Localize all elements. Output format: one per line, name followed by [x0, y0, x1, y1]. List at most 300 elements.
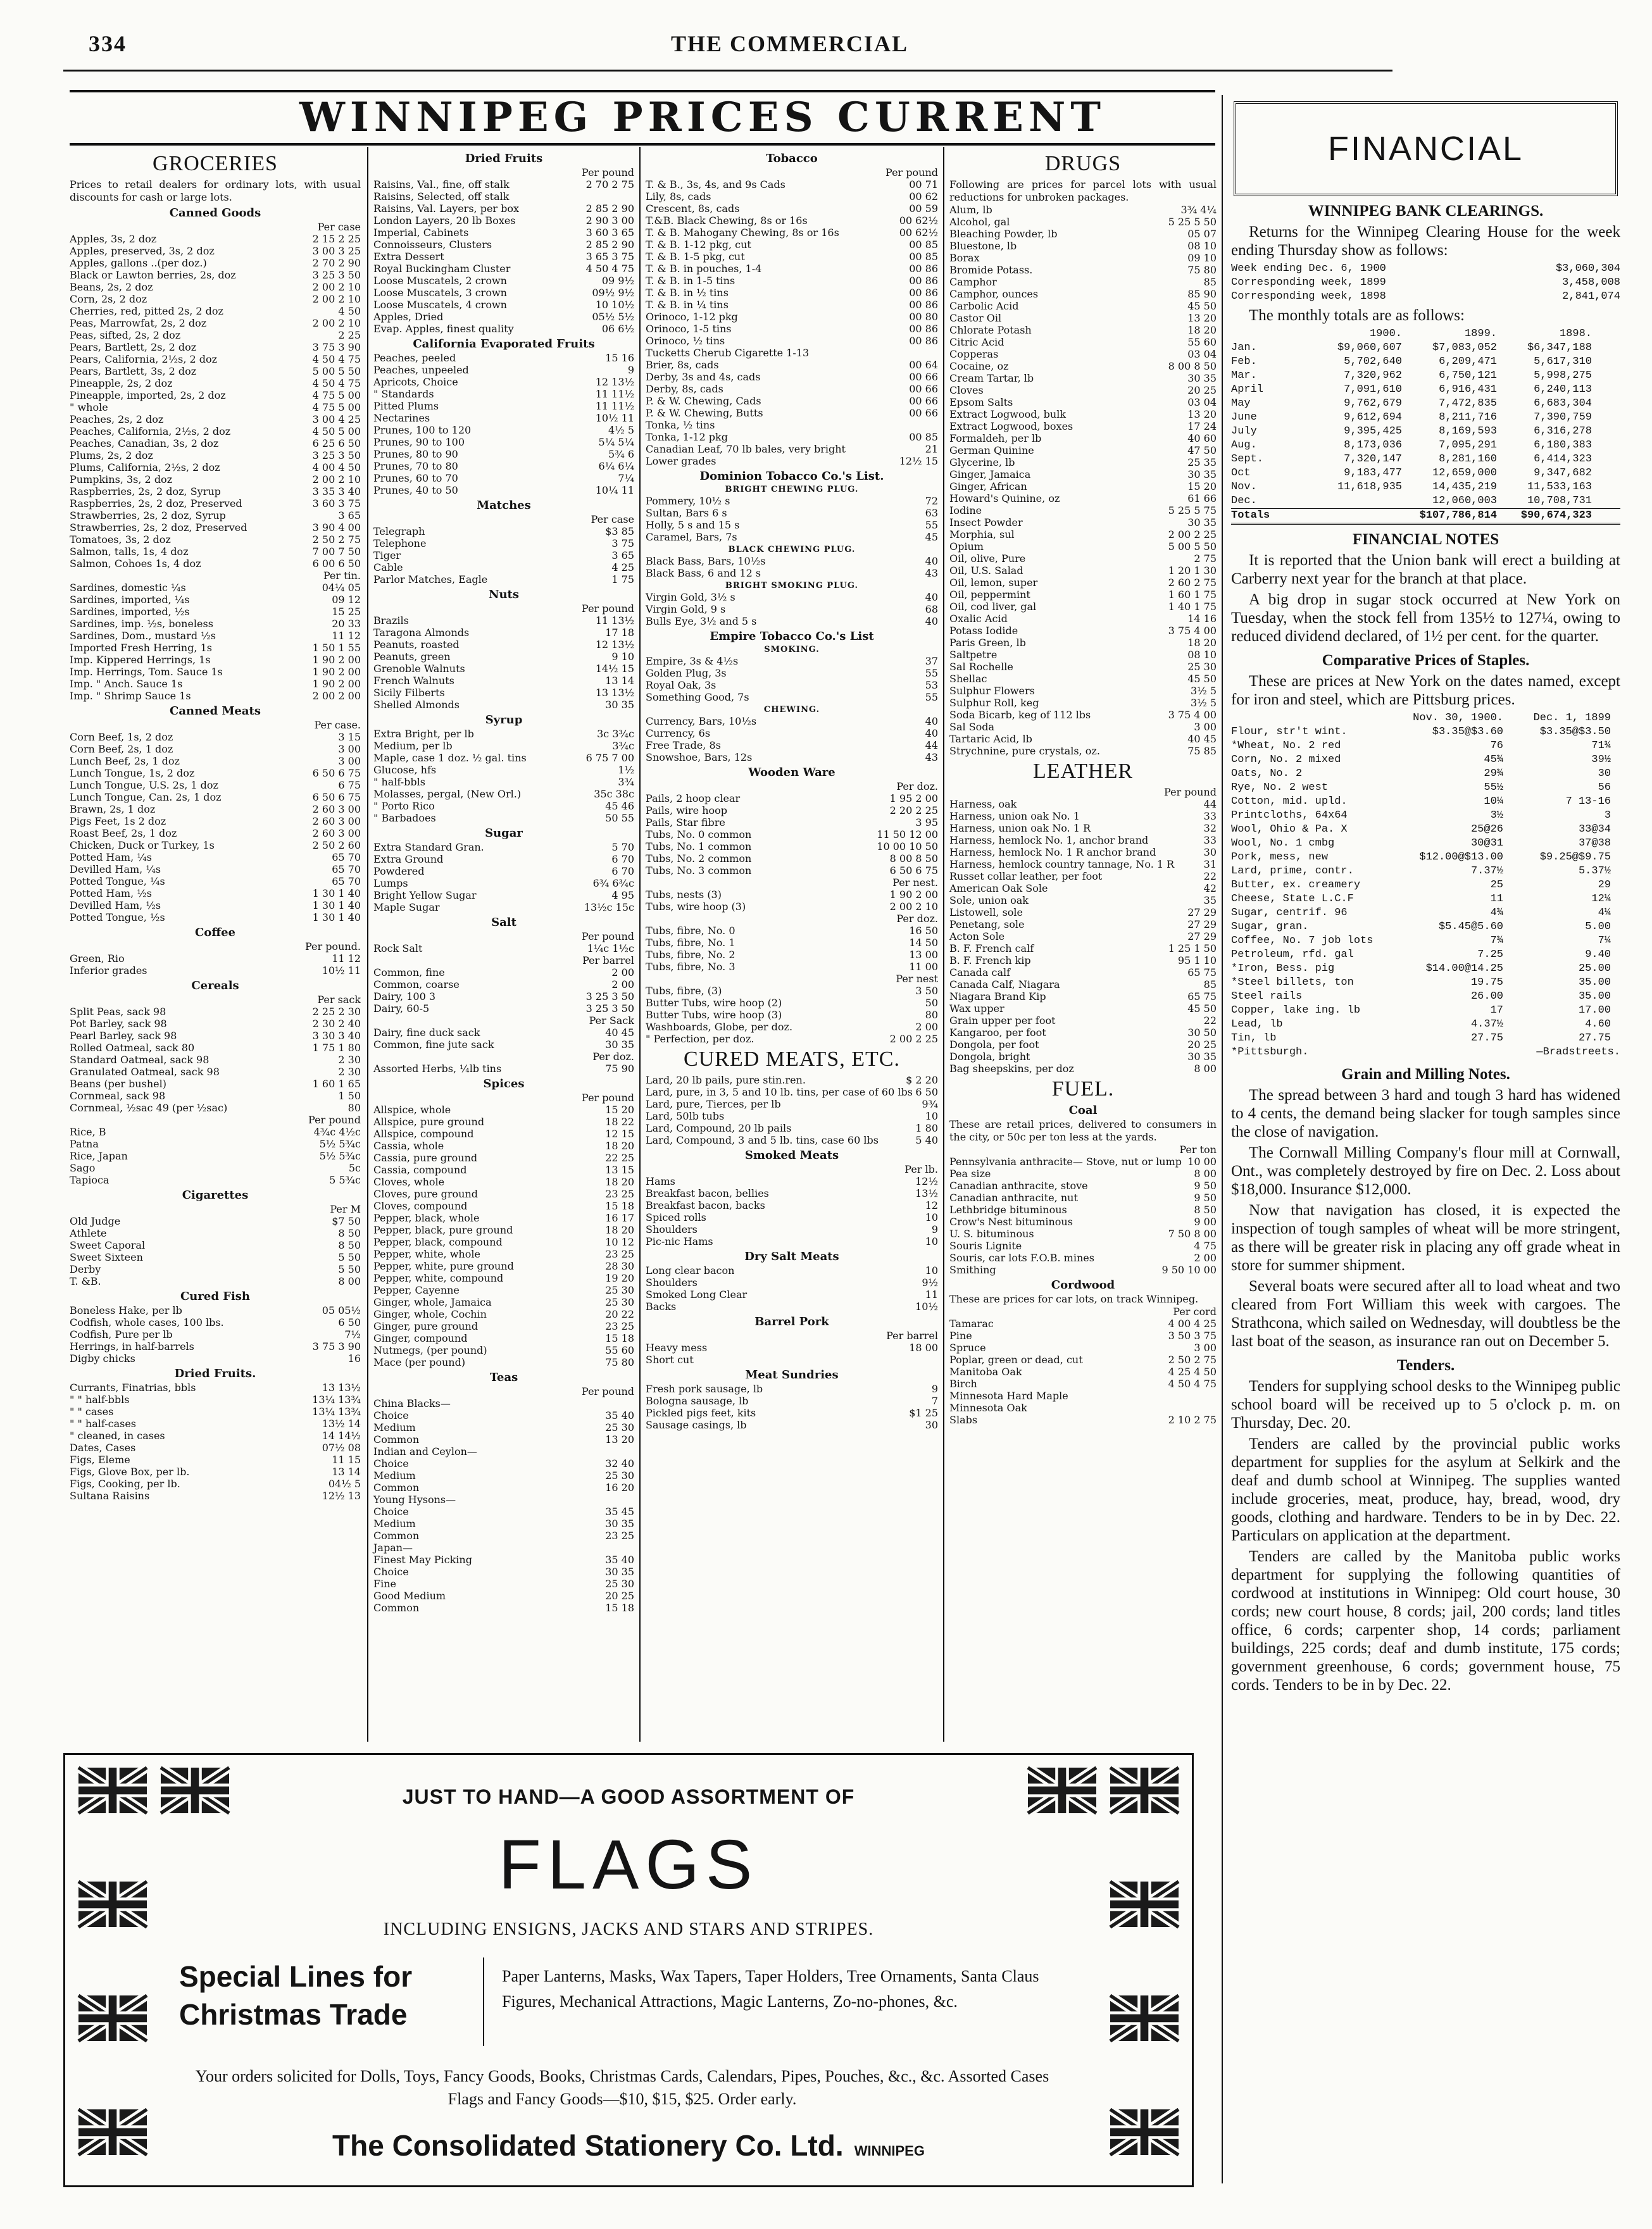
fibre-nest-row	[646, 1009, 938, 1021]
sardines-row	[70, 630, 361, 642]
matches-unit	[373, 513, 634, 525]
empire-smoking-price: 53	[925, 679, 938, 691]
drugs-price: 30 35	[1187, 468, 1217, 480]
drugs-row	[949, 516, 1217, 528]
potted-meats-row	[70, 887, 361, 899]
drugs-name: Oil, peppermint	[949, 589, 1030, 601]
totals-label: Totals	[1231, 509, 1270, 521]
tobacco-price: 00 66	[909, 407, 938, 419]
tobacco-row	[646, 431, 938, 443]
cured-meats-name: Lard, pure, in 3, 5 and 10 lb. tins, per case of 60 lbs	[646, 1086, 913, 1098]
nuts-row	[373, 663, 634, 675]
coal-name: Canadian anthracite, stove	[949, 1180, 1088, 1192]
fibre-tubs-row	[646, 961, 938, 973]
leather-row	[949, 930, 1217, 942]
staple-price: 7 13-16	[1565, 796, 1611, 808]
california-fruits-price: 10½ 11	[595, 412, 634, 424]
empire-smoking-price: 55	[925, 667, 938, 679]
cereals-unit	[70, 994, 361, 1006]
monthly-note: The monthly totals are as follows:	[1249, 307, 1465, 324]
cordwood-row	[949, 1390, 1217, 1402]
teas-price	[565, 1494, 634, 1506]
spices-price: 23 25	[605, 1320, 634, 1332]
syrup-row	[373, 800, 634, 812]
sardines-row	[70, 594, 361, 606]
staples-footer	[1231, 1046, 1620, 1059]
spices-row	[373, 1128, 634, 1140]
tender-notice: Tenders for supplying school desks to the Winnipeg public school board will be received up to 5 o'clock p. m. on Thursday, Dec. 20.	[1231, 1378, 1620, 1432]
tobacco-price	[868, 347, 938, 359]
rice-price: 5½ 5¾c	[319, 1138, 361, 1150]
groceries-dried-fruits-name: Figs, Glove Box, per lb.	[70, 1466, 190, 1478]
spices-row	[373, 1224, 634, 1236]
canned-goods-name: Peaches, 2s, 2 doz	[70, 413, 164, 425]
nuts-row	[373, 675, 634, 687]
canned-goods-price: 3 25 3 50	[312, 269, 361, 281]
woodenware-unit	[646, 780, 938, 792]
dried-fruits-row	[373, 239, 634, 251]
staple-name: Pork, mess, new	[1231, 851, 1329, 863]
canned-goods-name: Apples, preserved, 3s, 2 doz	[70, 245, 215, 257]
salt-barrel-row	[373, 978, 634, 990]
teas-name: Good Medium	[373, 1590, 446, 1602]
salt-price: 1¼c 1½c	[587, 942, 634, 954]
cured-meats-heading: CURED MEATS, ETC.	[684, 1047, 900, 1071]
fibre-tubs-price: 16 50	[909, 925, 938, 937]
drugs-name: Soda Bicarb, keg of 112 lbs	[949, 709, 1091, 721]
staple-row	[1231, 1032, 1620, 1046]
dried-fruits-name: Loose Muscatels, 3 crown	[373, 287, 507, 299]
canned-goods-heading: Canned Goods	[169, 206, 261, 220]
staple-row	[1231, 976, 1620, 990]
teas-row	[373, 1518, 634, 1530]
canned-goods-unit	[70, 221, 361, 233]
drugs-row	[949, 348, 1217, 360]
staple-price: 4.37½	[1470, 1018, 1503, 1030]
dry-salt-meats-name: Smoked Long Clear	[646, 1289, 748, 1301]
month-value: 6,316,278	[1534, 425, 1592, 437]
cigarettes-row	[70, 1227, 361, 1239]
spices-price: 55 60	[605, 1344, 634, 1356]
month-value: 7,320,962	[1344, 370, 1402, 382]
leather-price: 85	[1203, 978, 1217, 990]
rice-row	[70, 1150, 361, 1162]
month-value: 7,091,610	[1344, 384, 1402, 396]
groceries-dried-fruits-price: 13¼ 13¾	[312, 1394, 361, 1406]
spices-row	[373, 1152, 634, 1164]
staples-header-spacer	[1231, 711, 1396, 725]
groceries-dried-fruits-name: " " half-cases	[70, 1418, 136, 1430]
drugs-name: Strychnine, pure crystals, oz.	[949, 745, 1100, 757]
leather-price: 22	[1203, 1015, 1217, 1027]
drugs-row	[949, 444, 1217, 456]
empire-smoking-heading: SMOKING.	[764, 645, 820, 654]
dried-fruits-row	[373, 251, 634, 263]
staple-price: 5.00	[1585, 921, 1611, 933]
spices-price: 25 30	[605, 1284, 634, 1296]
sugar-row	[373, 889, 634, 901]
tobacco-name: Tucketts Cherub Cigarette 1-13	[646, 347, 810, 359]
cordwood-name: Tamarac	[949, 1318, 994, 1330]
canned-goods-price: 4 50	[338, 305, 361, 317]
spices-price: 18 20	[605, 1224, 634, 1236]
staple-row	[1231, 962, 1620, 976]
cured-meats-row	[646, 1110, 938, 1122]
canned-goods-name: Pineapple, 2s, 2 doz	[70, 377, 173, 389]
cigarettes-heading: Cigarettes	[182, 1189, 249, 1202]
coal-unit-text: Per ton	[1179, 1144, 1217, 1156]
staple-price: 12¼	[1591, 893, 1611, 905]
drugs-name: Potass Iodide	[949, 625, 1018, 637]
coffee-price: 10½ 11	[322, 965, 361, 977]
sugar-row	[373, 853, 634, 865]
monthly-row	[1231, 411, 1620, 425]
cigarettes-name: T. &B.	[70, 1275, 101, 1287]
spices-name: Pepper, black, pure ground	[373, 1224, 513, 1236]
clearing-week-label: Corresponding week, 1899	[1231, 277, 1386, 289]
ad-items: Paper Lanterns, Masks, Wax Tapers, Taper Holders, Tree Ornaments, Santa Claus Figures, Mechanical Attractions, Magic Lanterns, Zo-no-phones, &c.	[502, 1967, 1039, 2011]
dominion-black-chewing-row	[646, 555, 938, 567]
california-fruits-row	[373, 388, 634, 400]
teas-price: 30 35	[605, 1518, 634, 1530]
drugs-row	[949, 360, 1217, 372]
month-value: 8,169,593	[1439, 425, 1497, 437]
drugs-name: Shellac	[949, 673, 987, 685]
drugs-name: Oil, olive, Pure	[949, 553, 1026, 565]
drugs-name: Insect Powder	[949, 516, 1023, 528]
smoked-meats-unit-text: Per lb.	[904, 1163, 938, 1175]
spices-row	[373, 1188, 634, 1200]
cordwood-unit-text: Per cord	[1173, 1306, 1217, 1318]
tobacco-price: 00 66	[909, 371, 938, 383]
smoked-meats-row	[646, 1175, 938, 1187]
california-fruits-name: Nectarines	[373, 412, 430, 424]
california-fruits-price: 5¾ 6	[608, 448, 634, 460]
leather-heading: LEATHER	[1032, 759, 1134, 783]
potted-meats-name: Potted Tongue, ¼s	[70, 875, 165, 887]
leather-name: Harness, hemlock No. 1, anchor brand	[949, 834, 1149, 846]
nests-row	[646, 889, 938, 901]
salt-name: Rock Salt	[373, 942, 423, 954]
drugs-name: Iodine	[949, 504, 982, 516]
drugs-row	[949, 504, 1217, 516]
cordwood-name: Minnesota Oak	[949, 1402, 1027, 1414]
cured-fish-row	[70, 1316, 361, 1328]
teas-row	[373, 1530, 634, 1542]
leather-row	[949, 846, 1217, 858]
syrup-row	[373, 764, 634, 776]
drugs-name: Howard's Quinine, oz	[949, 492, 1060, 504]
nuts-unit	[373, 603, 634, 615]
spices-row	[373, 1284, 634, 1296]
canned-goods-row	[70, 497, 361, 509]
cereals-price: 1 60 1 65	[312, 1078, 361, 1090]
canned-goods-name: Raspberries, 2s, 2 doz, Syrup	[70, 485, 221, 497]
tobacco-price: 00 62½	[899, 227, 938, 239]
tobacco-unit-text: Per pound	[885, 166, 938, 178]
staple-price: 25	[1490, 879, 1503, 891]
clearing-week-row	[1231, 290, 1620, 304]
tobacco-row	[646, 335, 938, 347]
syrup-name: " half-bbls	[373, 776, 425, 788]
dried-fruits-name: Loose Muscatels, 2 crown	[373, 275, 507, 287]
tobacco-row	[646, 227, 938, 239]
teas-price	[565, 1445, 634, 1458]
coal-name: Smithing	[949, 1264, 996, 1276]
california-fruits-name: Prunes, 70 to 80	[373, 460, 458, 472]
canned-goods-price: 3 35 3 40	[312, 485, 361, 497]
meat-sundries-row	[646, 1383, 938, 1395]
groceries-dried-fruits-price: 13¼ 13¾	[312, 1406, 361, 1418]
spices-price: 15 18	[605, 1332, 634, 1344]
drugs-row	[949, 625, 1217, 637]
month-value: 10,708,731	[1527, 495, 1592, 507]
tobacco-name: Crescent, 8s, cads	[646, 203, 740, 215]
sugar-price: 6 70	[611, 865, 634, 877]
cereals-price: 1 50	[338, 1090, 361, 1102]
staple-name: Wool, Ohio & Pa. X	[1231, 823, 1348, 835]
canned-goods-name: Beans, 2s, 2 doz	[70, 281, 153, 293]
tobacco-name: Orinoco, 1-5 tins	[646, 323, 732, 335]
staple-name: Cotton, mid. upld.	[1231, 796, 1348, 808]
tobacco-name: Orinoco, ½ tins	[646, 335, 725, 347]
matches-price: 3 65	[611, 549, 634, 561]
staple-name: Wool, No. 1 cmbg	[1231, 837, 1335, 849]
spices-price: 19 20	[605, 1272, 634, 1284]
cereals-row	[70, 1078, 361, 1090]
teas-price: 32 40	[605, 1458, 634, 1470]
dry-salt-meats-row	[646, 1277, 938, 1289]
dominion-heading: Dominion Tobacco Co.'s List.	[699, 470, 884, 483]
dried-fruits-name: Evap. Apples, finest quality	[373, 323, 514, 335]
canned-meats-name: Roast Beef, 2s, 1 doz	[70, 827, 177, 839]
staples-date: Dec. 1, 1899	[1533, 712, 1611, 724]
canned-meats-row	[70, 755, 361, 767]
canned-goods-row	[70, 245, 361, 257]
nuts-name: Grenoble Walnuts	[373, 663, 465, 675]
month-name: Oct	[1231, 467, 1251, 479]
fibre-unit-text: Per doz.	[896, 913, 938, 925]
dominion-bright-chewing-price: 55	[925, 519, 938, 531]
spices-row	[373, 1176, 634, 1188]
woodenware-price: 11 50 12 00	[877, 828, 938, 840]
teas-name: China Blacks—	[373, 1397, 451, 1409]
spices-price: 18 22	[605, 1116, 634, 1128]
tobacco-price: 00 86	[909, 335, 938, 347]
tobacco-price: 00 86	[909, 275, 938, 287]
rice-name: Rice, B	[70, 1126, 106, 1138]
staple-row	[1231, 892, 1620, 906]
dry-salt-meats-row	[646, 1289, 938, 1301]
monthly-row	[1231, 383, 1620, 397]
canned-meats-unit	[70, 719, 361, 731]
cured-fish-row	[70, 1328, 361, 1340]
sugar-name: Extra Standard Gran.	[373, 841, 484, 853]
coal-price: 8 00	[1194, 1168, 1217, 1180]
matches-price: 3 75	[611, 537, 634, 549]
tobacco-price: 00 66	[909, 383, 938, 395]
canned-goods-row	[70, 485, 361, 497]
leather-name: Sole, union oak	[949, 894, 1029, 906]
teas-name: Common	[373, 1433, 420, 1445]
tobacco-price: 00 64	[909, 359, 938, 371]
drugs-row	[949, 204, 1217, 216]
leather-row	[949, 1002, 1217, 1015]
staple-row	[1231, 906, 1620, 920]
canned-meats-row	[70, 827, 361, 839]
drugs-row	[949, 216, 1217, 228]
tobacco-row	[646, 215, 938, 227]
woodenware-row	[646, 804, 938, 816]
staples-note: These are prices at New York on the dates named, except for iron and steel, which are Pittsburg prices.	[1231, 673, 1620, 708]
staple-price: 37@38	[1578, 837, 1611, 849]
canned-meats-name: Lunch Tongue, Can. 2s, 1 doz	[70, 791, 222, 803]
groceries-dried-fruits-row	[70, 1442, 361, 1454]
spices-price: 13 15	[605, 1164, 634, 1176]
coal-row	[949, 1228, 1217, 1240]
dominion-black-chewing-price: 40	[925, 555, 938, 567]
woodenware-price: 3 95	[915, 816, 938, 828]
drugs-row	[949, 721, 1217, 733]
cured-fish-name: Herrings, in half-barrels	[70, 1340, 194, 1352]
coal-unit	[949, 1144, 1217, 1156]
drugs-name: Camphor, ounces	[949, 288, 1039, 300]
staple-name: Steel rails	[1231, 990, 1303, 1002]
canned-meats-row	[70, 803, 361, 815]
syrup-price: 1½	[618, 764, 634, 776]
leather-name: Acton Sole	[949, 930, 1005, 942]
tobacco-row	[646, 323, 938, 335]
staple-row	[1231, 878, 1620, 892]
empire-smoking-row	[646, 667, 938, 679]
smoked-meats-price: 12	[925, 1199, 938, 1211]
drugs-row	[949, 276, 1217, 288]
sugar-price: 6 70	[611, 853, 634, 865]
smoked-meats-name: Hams	[646, 1175, 675, 1187]
teas-name: Common	[373, 1482, 420, 1494]
monthly-year: 1898.	[1559, 328, 1592, 340]
california-fruits-price: 15 16	[605, 352, 634, 364]
drugs-price: 1 40 1 75	[1168, 601, 1217, 613]
drugs-price: 3½ 5	[1191, 697, 1217, 709]
sugar-row	[373, 865, 634, 877]
teas-name: Indian and Ceylon—	[373, 1445, 477, 1458]
teas-unit-text: Per pound	[582, 1385, 634, 1397]
nuts-price: 13 13½	[595, 687, 634, 699]
dried-fruits-price: 3 60 3 65	[585, 227, 634, 239]
staple-row	[1231, 920, 1620, 934]
spices-name: Ginger, whole, Cochin	[373, 1308, 487, 1320]
spices-price: 15 18	[605, 1200, 634, 1212]
monthly-row	[1231, 341, 1620, 355]
cereals-row	[70, 1090, 361, 1102]
clearing-week-row	[1231, 276, 1620, 290]
drugs-row	[949, 613, 1217, 625]
syrup-price: 45 46	[605, 800, 634, 812]
canned-goods-row	[70, 546, 361, 558]
dried-fruits-price: 09½ 9½	[592, 287, 634, 299]
coal-row	[949, 1264, 1217, 1276]
bright-smoking-heading: BRIGHT SMOKING PLUG.	[725, 581, 859, 590]
leather-name: B. F. French kip	[949, 954, 1031, 966]
month-value: 11,618,935	[1337, 481, 1402, 493]
tobacco-price: 00 85	[909, 239, 938, 251]
syrup-name: " Barbadoes	[373, 812, 436, 824]
rice-price: 4¾c 4½c	[313, 1126, 361, 1138]
spices-row	[373, 1272, 634, 1284]
empire-smoking-name: Royal Oak, 3s	[646, 679, 716, 691]
drugs-row	[949, 228, 1217, 240]
drugs-row	[949, 432, 1217, 444]
spices-price: 12 15	[605, 1128, 634, 1140]
syrup-name: Molasses, pergal, (New Orl.)	[373, 788, 522, 800]
tender-notice: Tenders are called by the Manitoba public works department for supplying the following quantities of cordwood at institutions in Winnipeg: Old court house, 30 cords; new court house, 8 cords; jail, 200 cords; land titles office, 6 cords; carpenter shop, 14 cords; parliament buildings, 225 cords; deaf and dumb institute, 175 cords; government greenhouse, 6 cords; government house, 75 cords. Tenders to be in by Dec. 22.	[1231, 1548, 1620, 1694]
dominion-bright-smoking-name: Bulls Eye, 3½ and 5 s	[646, 615, 757, 627]
monthly-year: 1899.	[1464, 328, 1497, 340]
woodenware-heading: Wooden Ware	[748, 766, 835, 779]
barrel-pork-name: Heavy mess	[646, 1342, 708, 1354]
month-value: 6,916,431	[1439, 384, 1497, 396]
cordwood-row	[949, 1366, 1217, 1378]
leather-price: 32	[1203, 822, 1217, 834]
cereals-name: Granulated Oatmeal, sack 98	[70, 1066, 220, 1078]
teas-row	[373, 1445, 634, 1458]
imported-fish-name: Imp. " Shrimp Sauce 1s	[70, 690, 191, 702]
herbs-row	[373, 1063, 634, 1075]
cured-meats-price: 1 80	[915, 1122, 938, 1134]
canned-goods-price: 4 75 5 00	[312, 401, 361, 413]
canned-goods-price: 2 15 2 25	[312, 233, 361, 245]
staple-name: Sugar, gran.	[1231, 921, 1309, 933]
dry-salt-meats-name: Backs	[646, 1301, 677, 1313]
smoked-meats-unit	[646, 1163, 938, 1175]
staple-price: 35.00	[1578, 977, 1611, 989]
woodenware-unit-text: Per doz.	[896, 780, 938, 792]
leather-name: Bag sheepskins, per doz	[949, 1063, 1074, 1075]
cordwood-price: 4 25 4 50	[1168, 1366, 1217, 1378]
financial-title: FINANCIAL	[1327, 130, 1524, 168]
california-fruits-name: Peaches, peeled	[373, 352, 456, 364]
cereals-price: 80	[347, 1102, 361, 1114]
drugs-price: 08 10	[1187, 649, 1217, 661]
monthly-row	[1231, 466, 1620, 480]
month-name: Sept.	[1231, 453, 1264, 465]
nests-price: 1 90 2 00	[889, 889, 938, 901]
leather-row	[949, 990, 1217, 1002]
california-fruits-name: Pitted Plums	[373, 400, 439, 412]
leather-name: Grain upper per foot	[949, 1015, 1056, 1027]
canned-goods-row	[70, 257, 361, 269]
cigarettes-price: 8 50	[338, 1239, 361, 1251]
cured-fish-price: 6 50	[338, 1316, 361, 1328]
fibre-nest-unit	[646, 973, 938, 985]
spices-row	[373, 1248, 634, 1260]
drugs-row	[949, 300, 1217, 312]
empire-chewing-name: Snowshoe, Bars, 12s	[646, 751, 753, 763]
nuts-row	[373, 639, 634, 651]
staples-source: —Bradstreets.	[1536, 1046, 1620, 1058]
coal-price: 9 00	[1194, 1216, 1217, 1228]
spices-price: 18 20	[605, 1176, 634, 1188]
staple-name: Coffee, No. 7 job lots	[1231, 935, 1374, 947]
leather-price: 20 25	[1187, 1039, 1217, 1051]
leather-name: Listowell, sole	[949, 906, 1023, 918]
cured-meats-row	[646, 1134, 938, 1146]
month-value: 6,683,304	[1534, 397, 1592, 409]
staple-price: 3	[1604, 809, 1611, 821]
nuts-price: 9 10	[611, 651, 634, 663]
month-name: Dec.	[1231, 495, 1257, 507]
